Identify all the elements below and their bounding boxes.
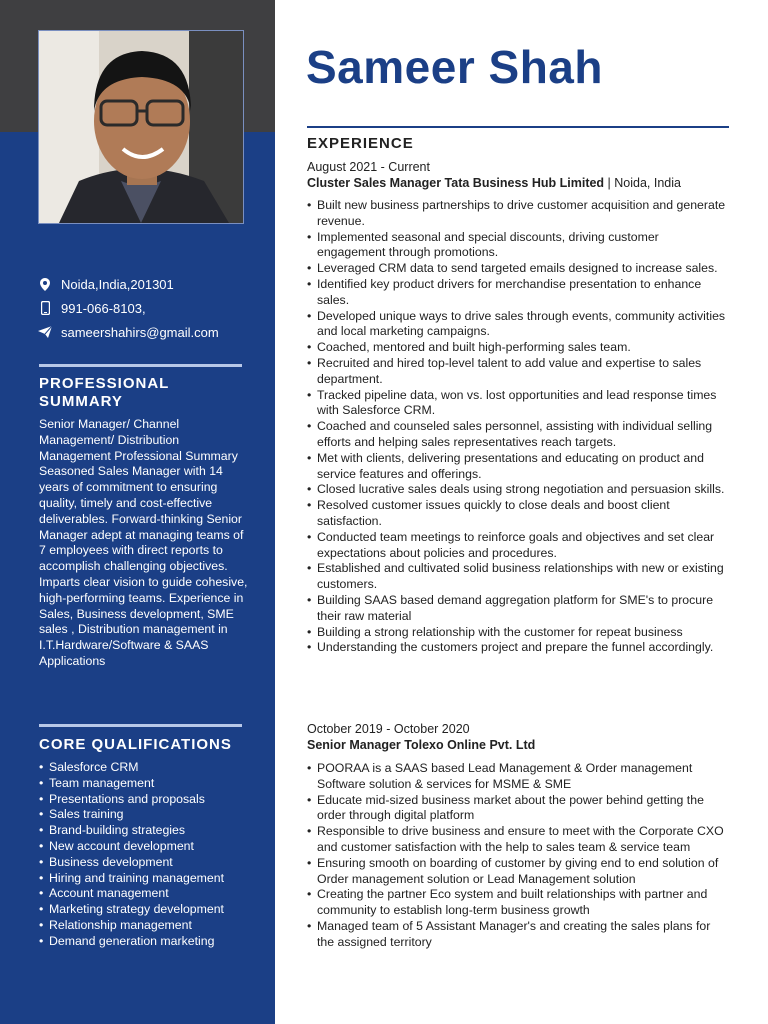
list-item: • Brand-building strategies [39, 823, 259, 839]
list-item: • Coached, mentored and built high-performing sales team. [307, 340, 727, 356]
list-item: • Building a strong relationship with the customer for repeat business [307, 625, 727, 641]
list-item: • Implemented seasonal and special discounts, driving customer engagement through promotions. [307, 230, 727, 262]
job-1-bullets [307, 198, 727, 656]
list-item: • Identified key product drivers for merchandise presentation to enhance sales. [307, 277, 727, 309]
list-item: • Recruited and hired top-level talent to add value and expertise to sales department. [307, 356, 727, 388]
list-item: • Leveraged CRM data to send targeted emails designed to increase sales. [307, 261, 727, 277]
qualifications-heading: CORE QUALIFICATIONS [39, 736, 232, 753]
contact-email [38, 323, 219, 341]
list-item: • Presentations and proposals [39, 792, 259, 808]
list-item: • Managed team of 5 Assistant Manager's and creating the sales plans for the assigned territory [307, 919, 727, 951]
job-1-title-line [307, 176, 681, 190]
list-item: • Established and cultivated solid business relationships with new or existing customers. [307, 561, 727, 593]
summary-heading: PROFESSIONAL SUMMARY [39, 375, 170, 410]
list-item: • Building SAAS based demand aggregation platform for SME's to procure their raw material [307, 593, 727, 625]
job-2-title-line [307, 738, 535, 752]
email-text[interactable]: sameershahirs@gmail.com [61, 324, 219, 340]
list-item: • Business development [39, 855, 259, 871]
list-item: • Closed lucrative sales deals using strong negotiation and persuasion skills. [307, 482, 727, 498]
qualifications-list [39, 760, 259, 950]
list-item: • Account management [39, 886, 259, 902]
job-1-title: Cluster Sales Manager Tata Business Hub Limited [307, 176, 605, 190]
job-2-bullets [307, 761, 727, 951]
candidate-name: Sameer Shah [306, 41, 603, 93]
location-pin-icon [38, 277, 52, 291]
name-divider [307, 126, 729, 128]
summary-divider [39, 364, 242, 367]
mobile-phone-icon [38, 301, 52, 315]
list-item: • Responsible to drive business and ensure to meet with the Corporate CXO and customer satisfaction with the help to sales team & service team [307, 824, 727, 856]
list-item: • Hiring and training management [39, 871, 259, 887]
job-2-title: Senior Manager Tolexo Online Pvt. Ltd [307, 738, 536, 752]
list-item: • Built new business partnerships to drive customer acquisition and generate revenue. [307, 198, 727, 230]
list-item: • New account development [39, 839, 259, 855]
phone-text: 991-066-8103, [61, 300, 146, 316]
contact-location [38, 275, 174, 293]
list-item: • Team management [39, 776, 259, 792]
portrait-illustration [39, 31, 243, 223]
list-item: • Developed unique ways to drive sales through events, community activities and local marketing campaigns. [307, 309, 727, 341]
list-item: • Met with clients, delivering presentations and educating on product and service features and offerings. [307, 451, 727, 483]
list-item: • POORAA is a SAAS based Lead Management & Order management Software solution & services for MSME & SME [307, 761, 727, 793]
job-1-location: | Noida, India [604, 176, 681, 190]
list-item: • Educate mid-sized business market about the power behind getting the order through digital platform [307, 793, 727, 825]
location-text: Noida,India,201301 [61, 276, 174, 292]
list-item: • Resolved customer issues quickly to close deals and boost client satisfaction. [307, 498, 727, 530]
list-item: • Coached and counseled sales personnel, assisting with individual selling efforts and helping sales representatives reach targets. [307, 419, 727, 451]
list-item: • Demand generation marketing [39, 934, 259, 950]
contact-phone [38, 299, 146, 317]
job-2-dates: October 2019 - October 2020 [307, 722, 470, 736]
list-item: • Relationship management [39, 918, 259, 934]
list-item: • Marketing strategy development [39, 902, 259, 918]
summary-text: Senior Manager/ Channel Management/ Distribution Management Professional Summary Seasoned Sales Manager with 14 years of commitment to ensuring quality, timely and cost-effective deliverables. Forward-thinking Senior Manager adept at managing teams of 7 employees with direct reports to accomplish challenging objectives. Imparts clear vision to guide cohesive, high-performing teams. Experience in Sales, Business development, SME sales , Distribution management in I.T.Hardware/Software & SAAS Applications [39, 417, 248, 668]
list-item: • Salesforce CRM [39, 760, 259, 776]
list-item: • Understanding the customers project and prepare the funnel accordingly. [307, 640, 727, 656]
profile-photo [39, 31, 243, 223]
send-paper-plane-icon [38, 325, 52, 339]
job-1-dates: August 2021 - Current [307, 160, 430, 174]
qualifications-divider [39, 724, 242, 727]
list-item: • Tracked pipeline data, won vs. lost opportunities and lead response times with Salesforce CRM. [307, 388, 727, 420]
experience-heading: EXPERIENCE [307, 135, 414, 152]
list-item: • Ensuring smooth on boarding of customer by giving end to end solution of Order management solution or Lead Management solution [307, 856, 727, 888]
list-item: • Sales training [39, 807, 259, 823]
list-item: • Creating the partner Eco system and built relationships with partner and community to establish long-term business growth [307, 887, 727, 919]
list-item: • Conducted team meetings to reinforce goals and objectives and set clear expectations about policies and procedures. [307, 530, 727, 562]
